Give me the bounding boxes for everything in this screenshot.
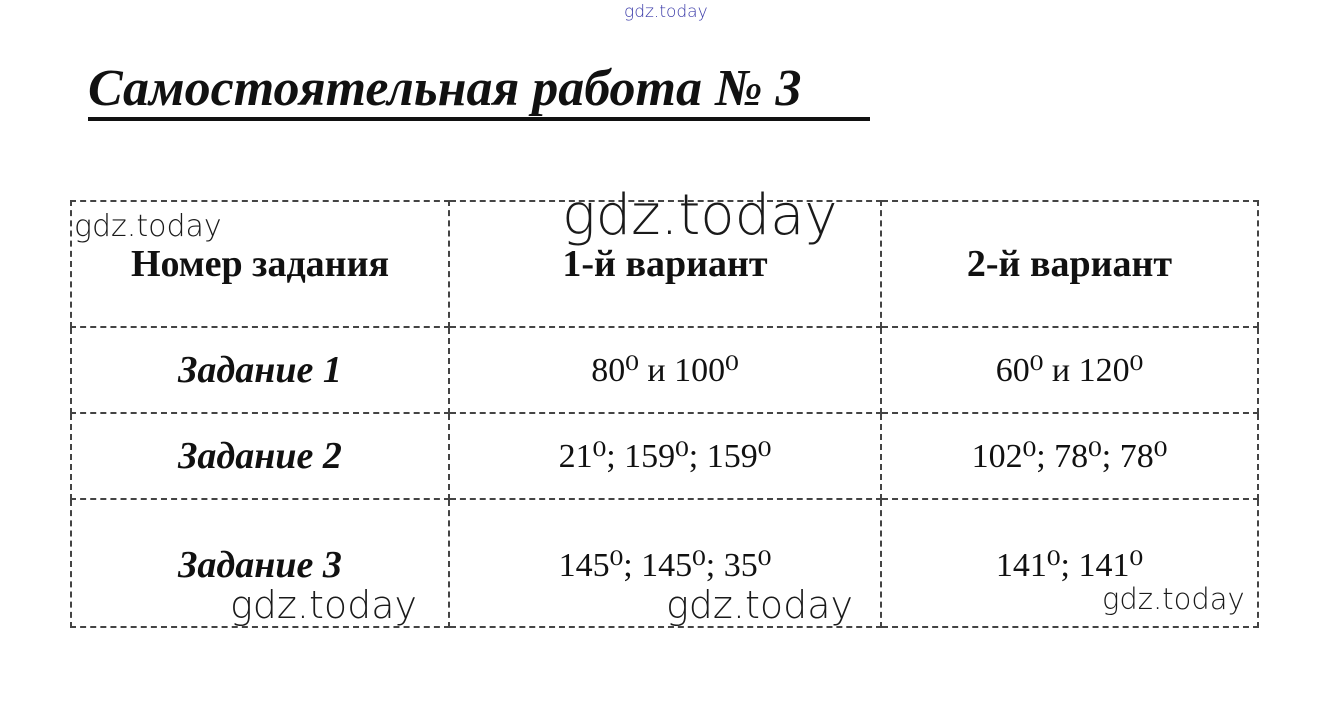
task-label: Задание 3 xyxy=(71,499,449,627)
table-row xyxy=(71,327,1258,413)
variant-2-answer: 60⁰ и 120⁰ xyxy=(881,327,1258,413)
variant-1-answer: 80⁰ и 100⁰ xyxy=(449,327,881,413)
variant-1-answer: 145⁰; 145⁰; 35⁰ xyxy=(449,499,881,627)
table-row xyxy=(71,413,1258,499)
header-variant-2: 2-й вариант xyxy=(881,201,1258,327)
watermark-header-center: gdz.today xyxy=(562,183,838,248)
page-title: Самостоятельная работа № 3 xyxy=(88,60,802,117)
task-label: Задание 1 xyxy=(71,327,449,413)
watermark-bottom-right: gdz.today xyxy=(1102,582,1245,616)
results-table xyxy=(70,200,1259,628)
variant-2-answer: 102⁰; 78⁰; 78⁰ xyxy=(881,413,1258,499)
watermark-top: gdz.today xyxy=(624,2,708,22)
title-underline xyxy=(88,117,870,121)
watermark-bottom-left: gdz.today xyxy=(230,583,417,627)
task-label: Задание 2 xyxy=(71,413,449,499)
watermark-header-left: gdz.today xyxy=(74,209,222,244)
watermark-bottom-center: gdz.today xyxy=(666,583,853,627)
header-task-number: Номер задания xyxy=(71,201,449,327)
variant-2-answer: 141⁰; 141⁰ xyxy=(881,499,1258,627)
variant-1-answer: 21⁰; 159⁰; 159⁰ xyxy=(449,413,881,499)
header-variant-1: 1-й вариант xyxy=(449,201,881,327)
